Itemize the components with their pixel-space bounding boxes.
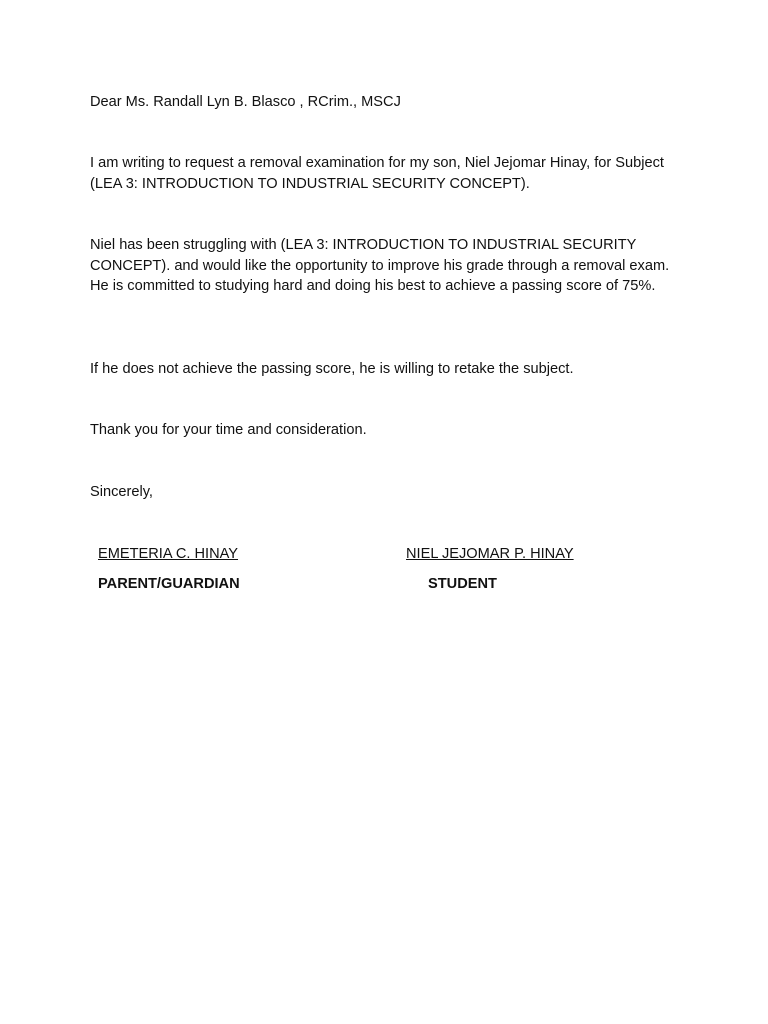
- student-signature-name: NIEL JEJOMAR P. HINAY: [406, 546, 574, 562]
- salutation: Dear Ms. Randall Lyn B. Blasco , RCrim., MSCJ: [90, 94, 401, 110]
- body-paragraph-retake: If he does not achieve the passing score, he is willing to retake the subject.: [90, 361, 574, 377]
- student-signature-role: STUDENT: [428, 576, 497, 592]
- closing: Sincerely,: [90, 484, 153, 500]
- body-paragraph-struggle: Niel has been struggling with (LEA 3: INTRODUCTION TO INDUSTRIAL SECURITY CONCEPT). and would like the opportunity to improve his grade through a removal exam. He is committed to studying hard and doing his best to achieve a passing score of 75%.: [90, 237, 670, 295]
- body-paragraph-request: I am writing to request a removal examination for my son, Niel Jejomar Hinay, for Subject (LEA 3: INTRODUCTION TO INDUSTRIAL SECURITY CONCEPT).: [90, 155, 664, 192]
- parent-signature-role: PARENT/GUARDIAN: [98, 576, 240, 592]
- parent-signature-name: EMETERIA C. HINAY: [98, 546, 239, 562]
- body-paragraph-thanks: Thank you for your time and consideration.: [90, 422, 367, 438]
